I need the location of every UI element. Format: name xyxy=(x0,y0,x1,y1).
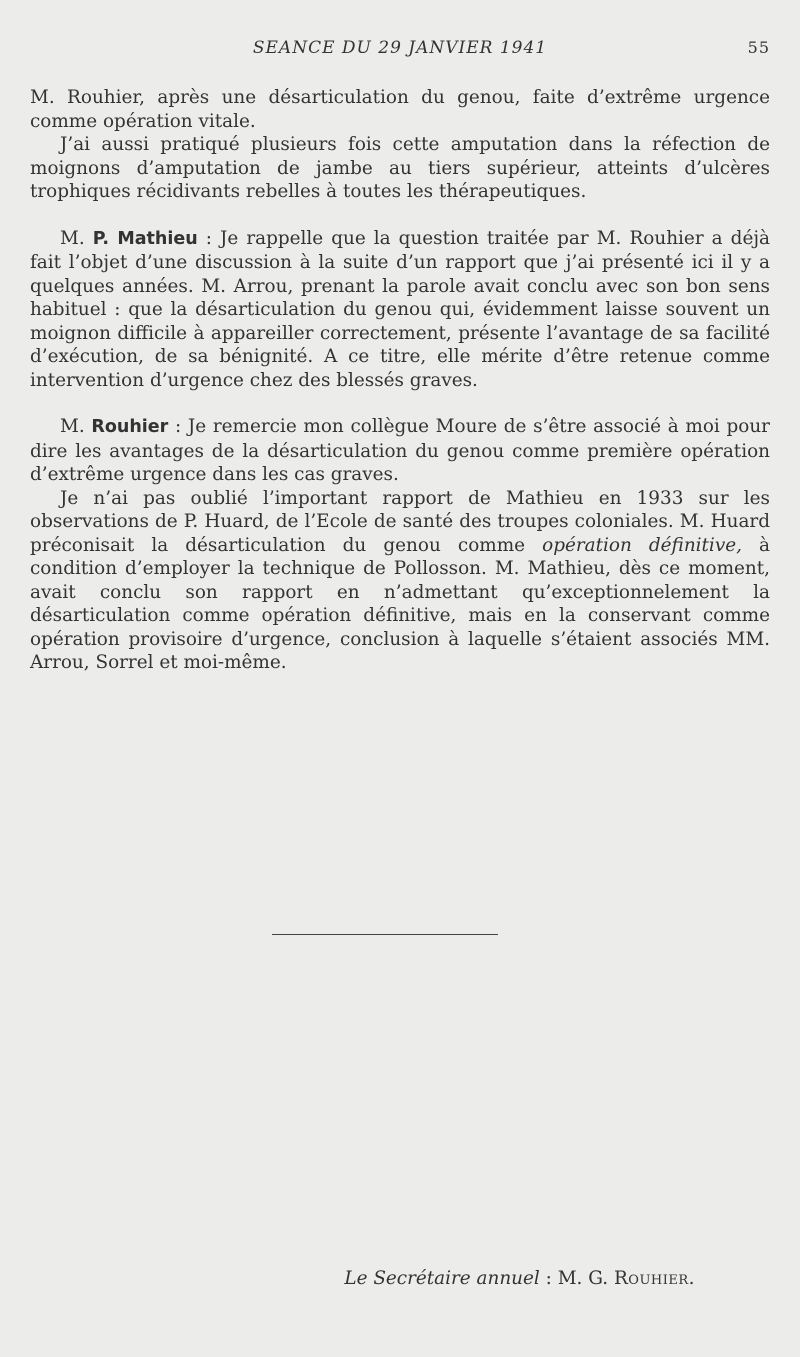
paragraph-rouhier xyxy=(30,415,770,487)
paragraph-continuation: M. Rouhier, après une désarticulation du genou, faite d’extrême urgence comme opération vitale. xyxy=(30,87,770,132)
page-number: 55 xyxy=(747,38,770,57)
speaker-name: P. Mathieu xyxy=(92,228,198,249)
running-title: SEANCE DU 29 JANVIER 1941 xyxy=(252,38,548,58)
section-divider xyxy=(272,934,498,935)
signature-name: Rouhier. xyxy=(613,1268,695,1289)
emphasis-text: opération définitive, xyxy=(542,534,742,556)
paragraph-text: : Je remercie mon collègue Moure de s’être associé à moi pour dire les avantages de la désarticulation du genou comme première opération d’extrême urgence dans les cas graves. xyxy=(30,416,770,485)
paragraph-text: à condition d’employer la technique de Pollosson. M. Mathieu, dès ce moment, avait conclu son rapport en n’admettant qu’exceptionnelement la désarticulation comme opération définitive, mais en la conservant comme opération provisoire d’urgence, conclusion à laquelle s’étaient associés MM. Arrou, Sorrel et moi-même. xyxy=(30,534,770,673)
paragraph xyxy=(30,487,770,675)
speaker-prefix: M. xyxy=(60,416,92,437)
body-text xyxy=(30,86,770,675)
signature-role: Le Secrétaire annuel xyxy=(344,1268,540,1289)
signature-name-prefix: M. G. xyxy=(557,1268,614,1289)
speaker-name: Rouhier xyxy=(91,417,169,437)
signature-separator: : xyxy=(539,1268,558,1289)
speaker-prefix: M. xyxy=(60,227,93,249)
paragraph-text: : Je rappelle que la question traitée par M. Rouhier a déjà fait l’objet d’une discussion à la suite d’un rapport que j’ai présenté ici il y a quelques années. M. Arrou, prenant la parole avait conclu avec son bon sens habituel : que la désarticulation du genou qui, évidemment laisse souvent un moignon difficile à appareiller correctement, présente l’avantage de sa facilité d’exécution, de sa bénignité. A ce titre, elle mérite d’être retenue comme intervention d’urgence chez des blessés graves. xyxy=(30,227,771,391)
paragraph-mathieu xyxy=(30,227,770,393)
paragraph-text: Je n’ai pas oublié l’important rapport de Mathieu en 1933 sur les observations de P. Huard, de l’Ecole de santé des troupes coloniales. M. Huard préconisait la désarticulation du genou comme xyxy=(30,487,770,556)
signature-line xyxy=(344,1268,695,1289)
paragraph: J’ai aussi pratiqué plusieurs fois cette amputation dans la réfection de moignons d’amputation de jambe au tiers supérieur, atteints d’ulcères trophiques récidivants rebelles à toutes les thérapeutiques. xyxy=(30,134,770,202)
page-header xyxy=(30,38,770,64)
